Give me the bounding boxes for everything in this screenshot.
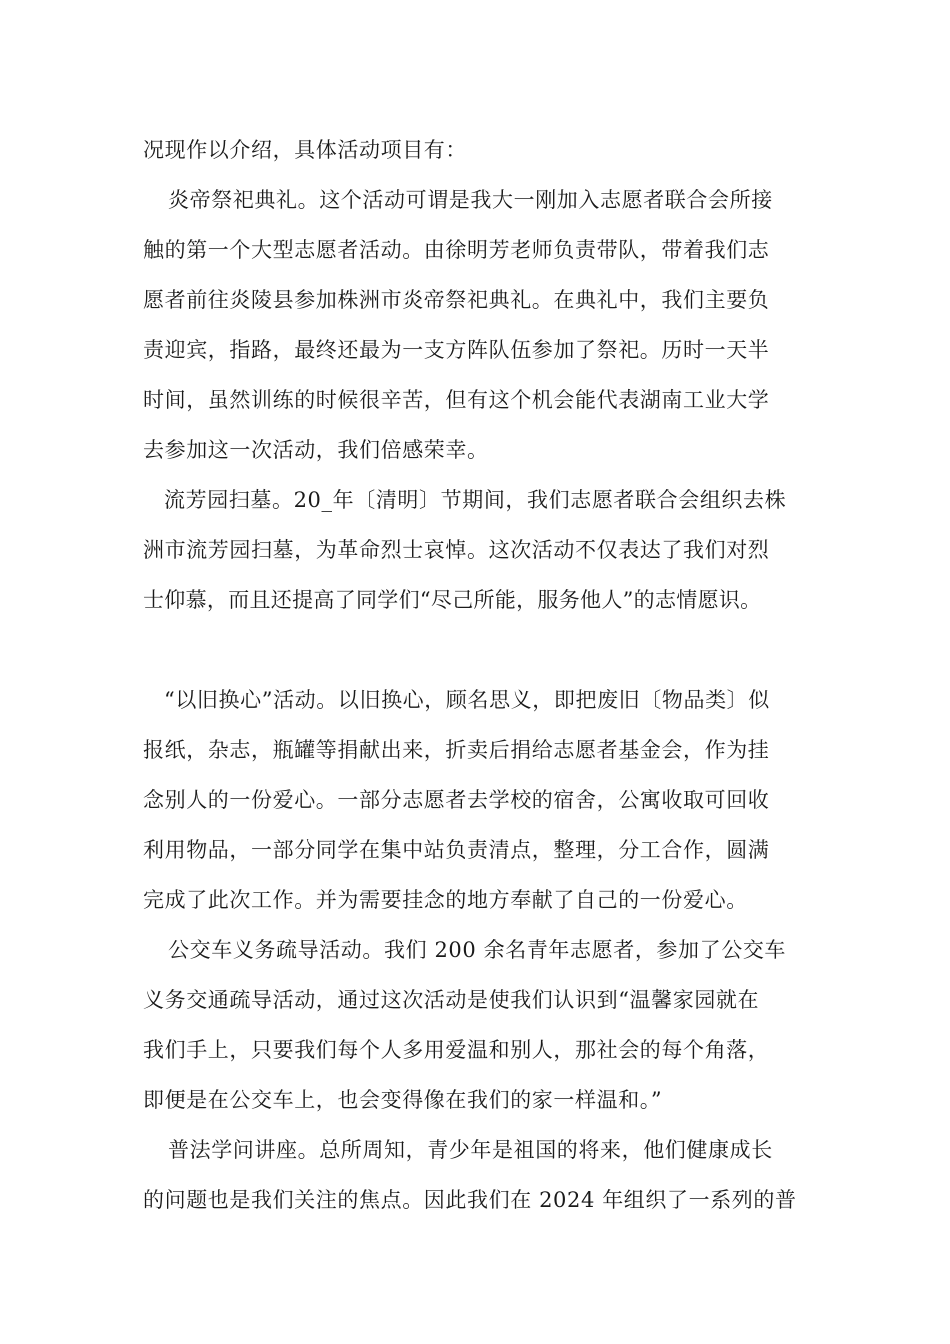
text-line: 即便是在公交车上，也会变得像在我们的家一样温和。” [143,1088,663,1112]
text-line: 士仰慕，而且还提高了同学们“尽己所能，服务他人”的志情愿识。 [143,588,762,612]
text-line: 我们手上，只要我们每个人多用爱温和别人，那社会的每个角落， [143,1038,770,1062]
paragraph-start-line: 炎帝祭祀典礼。这个活动可谓是我大一刚加入志愿者联合会所接 [168,188,773,212]
paragraph-start-line: 流芳园扫墓。20_年〔清明〕节期间，我们志愿者联合会组织去株 [164,488,787,512]
paragraph-start-line: 普法学问讲座。总所周知，青少年是祖国的将来，他们健康成长 [168,1138,773,1162]
text-line: 洲市流芳园扫墓，为革命烈士哀悼。这次活动不仅表达了我们对烈 [143,538,770,562]
document-body [143,131,823,1231]
text-line: 责迎宾，指路，最终还最为一支方阵队伍参加了祭祀。历时一天半 [143,338,770,362]
text-line: 念别人的一份爱心。一部分志愿者去学校的宿舍，公寓收取可回收 [143,788,770,812]
text-line: 义务交通疏导活动，通过这次活动是使我们认识到“温馨家园就在 [143,988,760,1012]
paragraph-start-line: 公交车义务疏导活动。我们 200 余名青年志愿者，参加了公交车 [168,938,787,962]
text-line: 去参加这一次活动，我们倍感荣幸。 [143,438,489,462]
text-line: 利用物品，一部分同学在集中站负责清点，整理，分工合作，圆满 [143,838,770,862]
text-line: 的问题也是我们关注的焦点。因此我们在 2024 年组织了一系列的普 [143,1188,797,1212]
text-line: 完成了此次工作。并为需要挂念的地方奉献了自己的一份爱心。 [143,888,748,912]
text-line: 愿者前往炎陵县参加株洲市炎帝祭祀典礼。在典礼中，我们主要负 [143,288,770,312]
text-line: 况现作以介绍，具体活动项目有： [143,138,467,162]
text-line: 触的第一个大型志愿者活动。由徐明芳老师负责带队，带着我们志 [143,238,770,262]
paragraph-start-line: “以旧换心”活动。以旧换心，顾名思义，即把废旧〔物品类〕似 [164,688,770,712]
paragraph-gap [143,631,823,681]
text-line: 时间，虽然训练的时候很辛苦，但有这个机会能代表湖南工业大学 [143,388,770,412]
text-line: 报纸，杂志，瓶罐等捐献出来，折卖后捐给志愿者基金会，作为挂 [143,738,770,762]
